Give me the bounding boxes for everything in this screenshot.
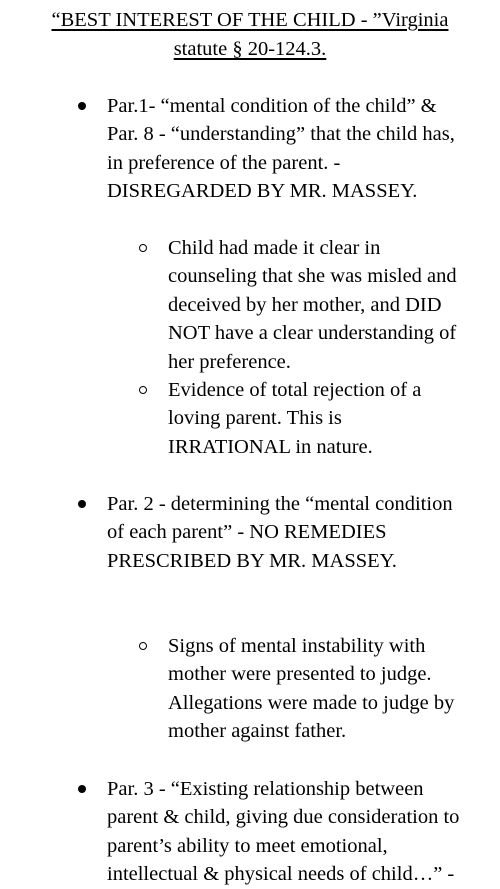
sub-item-rejection: [168, 376, 468, 461]
bullet-item-par-1-8: [107, 92, 467, 206]
bullet-item-par-3: [107, 775, 467, 889]
bullet-text: Par.1- “mental condition of the child” & Par. 8 - “understanding” that the child has, in preference of the parent. - DISREGARDED BY MR. MASSEY.: [107, 95, 455, 203]
hollow-bullet-icon: [139, 386, 147, 394]
sub-item-text: Evidence of total rejection of a loving parent. This is IRRATIONAL in nature.: [168, 379, 422, 458]
bullet-text: Par. 3 - “Existing relationship between parent & child, giving due consideration to parent’s ability to meet emotional, intellectual & physical needs of child…” -: [107, 778, 460, 886]
bullet-item-par-2: [107, 490, 467, 575]
bullet-icon: [78, 785, 86, 793]
bullet-text: Par. 2 - determining the “mental condition of each parent” - NO REMEDIES PRESCRIBED BY MR. MASSEY.: [107, 493, 453, 572]
document-title: “BEST INTEREST OF THE CHILD - ”Virginia statute § 20-124.3.: [51, 9, 449, 60]
sub-item-counseling: [168, 234, 468, 376]
bullet-icon: [78, 500, 86, 508]
sub-item-text: Signs of mental instability with mother were presented to judge. Allegations were made to judge by mother against father.: [168, 635, 455, 743]
sub-item-text: Child had made it clear in counseling that she was misled and deceived by her mother, and DID NOT have a clear understanding of her preference.: [168, 237, 457, 373]
hollow-bullet-icon: [139, 642, 147, 650]
sub-item-mental-instability: [168, 632, 468, 746]
hollow-bullet-icon: [139, 244, 147, 252]
bullet-icon: [78, 102, 86, 110]
